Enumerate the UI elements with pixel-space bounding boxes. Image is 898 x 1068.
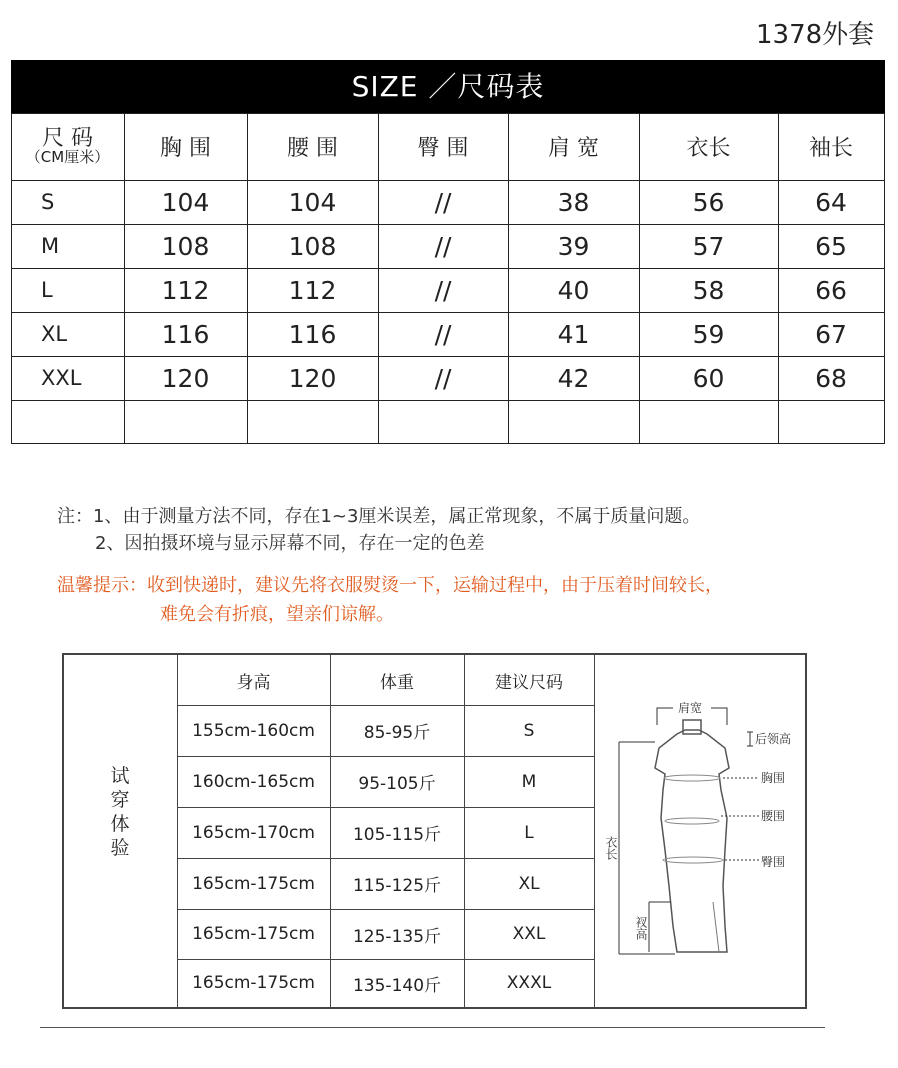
header-shoulder: 肩 宽 <box>548 136 599 161</box>
label-shoulder: 肩宽 <box>678 701 703 715</box>
size-waist-value: 104 <box>288 187 337 217</box>
note-line-1: 注：1、由于测量方法不同，存在1~3厘米误差，属正常现象，不属于质量问题。 <box>57 506 701 527</box>
size-waist-value: 112 <box>288 275 337 305</box>
size-chest-value: 120 <box>161 363 210 393</box>
size-sleeve-value: 67 <box>815 319 847 349</box>
size-shoulder-value: 40 <box>557 275 590 305</box>
fit-weight-cell: 125-135斤 <box>352 926 442 947</box>
fit-weight-cell: 135-140斤 <box>352 975 442 996</box>
header-chest: 胸 围 <box>160 136 211 161</box>
header-size <box>11 113 124 180</box>
header-sleeve: 袖长 <box>808 136 853 161</box>
collar-icon <box>683 720 701 734</box>
header-hip: 臀 围 <box>417 136 469 161</box>
header-size-unit: （CM厘米） <box>25 148 110 167</box>
size-hip-value: // <box>434 363 452 393</box>
label-waist: 腰围 <box>761 809 786 823</box>
label-slit: 衩高 <box>634 916 648 940</box>
size-shoulder-value: 41 <box>557 319 590 349</box>
fit-height-cell: 165cm-175cm <box>192 973 315 993</box>
chest-line-icon <box>664 775 720 781</box>
size-shoulder-value: 42 <box>557 363 590 393</box>
size-label: M <box>41 234 60 258</box>
size-sleeve-value: 66 <box>815 275 847 305</box>
size-length-value: 57 <box>692 231 725 261</box>
fit-header-height: 身高 <box>236 672 271 693</box>
header-size-label: 尺 码 <box>42 126 93 152</box>
size-shoulder-value: 38 <box>557 187 590 217</box>
size-label: L <box>41 278 53 302</box>
product-code: 1378外套 <box>756 20 875 50</box>
size-chest-value: 112 <box>161 275 210 305</box>
size-waist-value: 108 <box>288 231 337 261</box>
fit-experience-title: 试穿体验 <box>110 765 130 859</box>
size-label: XXL <box>41 366 82 390</box>
fit-size-cell: L <box>524 822 534 843</box>
size-length-value: 56 <box>692 187 725 217</box>
fit-size-cell: XXL <box>512 924 546 944</box>
label-length: 衣长 <box>604 836 618 860</box>
bottom-divider <box>40 1027 825 1028</box>
size-label: XL <box>41 322 68 346</box>
size-waist-value: 120 <box>288 363 337 393</box>
size-chart-title: SIZE ／尺码表 <box>11 60 885 113</box>
size-sleeve-value: 68 <box>815 363 847 393</box>
label-chest: 胸围 <box>761 771 786 785</box>
fit-size-cell: M <box>521 771 537 792</box>
fit-height-cell: 165cm-170cm <box>192 822 315 843</box>
header-waist: 腰 围 <box>287 136 338 161</box>
fit-size-cell: S <box>523 720 535 741</box>
label-hip: 臀围 <box>761 855 786 869</box>
fit-height-cell: 155cm-160cm <box>192 720 315 741</box>
size-length-value: 59 <box>692 319 725 349</box>
fit-size-cell: XL <box>518 873 540 894</box>
note-line-2: 2、因拍摄环境与显示屏幕不同，存在一定的色差 <box>95 533 485 554</box>
fit-header-size: 建议尺码 <box>495 672 563 693</box>
qipao-measurement-diagram <box>597 690 802 960</box>
size-length-value: 60 <box>692 363 725 393</box>
size-chest-value: 104 <box>161 187 210 217</box>
size-shoulder-value: 39 <box>557 231 590 261</box>
fit-height-cell: 165cm-175cm <box>192 924 315 944</box>
fit-height-cell: 160cm-165cm <box>192 771 315 792</box>
tip-line-2: 难免会有折痕，望亲们谅解。 <box>160 604 394 625</box>
header-length: 衣长 <box>686 136 731 161</box>
size-label: S <box>41 190 55 214</box>
label-back-collar: 后领高 <box>755 732 792 746</box>
notes <box>57 503 700 557</box>
tip-line-1: 温馨提示：收到快递时，建议先将衣服熨烫一下，运输过程中，由于压着时间较长， <box>57 575 723 596</box>
size-length-value: 58 <box>692 275 725 305</box>
warm-tip <box>57 571 723 629</box>
size-waist-value: 116 <box>288 319 337 349</box>
fit-size-cell: XXXL <box>506 973 552 993</box>
size-chest-value: 108 <box>161 231 210 261</box>
size-sleeve-value: 64 <box>815 187 847 217</box>
fit-weight-cell: 85-95斤 <box>363 723 431 743</box>
fit-weight-cell: 115-125斤 <box>352 876 442 896</box>
size-chest-value: 116 <box>161 319 210 349</box>
fit-height-cell: 165cm-175cm <box>192 873 315 894</box>
hip-line-icon <box>663 857 723 863</box>
size-hip-value: // <box>434 231 452 261</box>
size-hip-value: // <box>434 275 452 305</box>
fit-weight-cell: 95-105斤 <box>358 774 436 794</box>
size-sleeve-value: 65 <box>815 231 847 261</box>
size-hip-value: // <box>434 319 452 349</box>
size-chart-table <box>11 60 885 444</box>
fit-weight-cell: 105-115斤 <box>352 825 442 845</box>
waist-line-icon <box>665 818 719 824</box>
size-hip-value: // <box>434 187 452 217</box>
dress-outline-icon <box>655 730 729 952</box>
fit-header-weight: 体重 <box>380 672 414 693</box>
